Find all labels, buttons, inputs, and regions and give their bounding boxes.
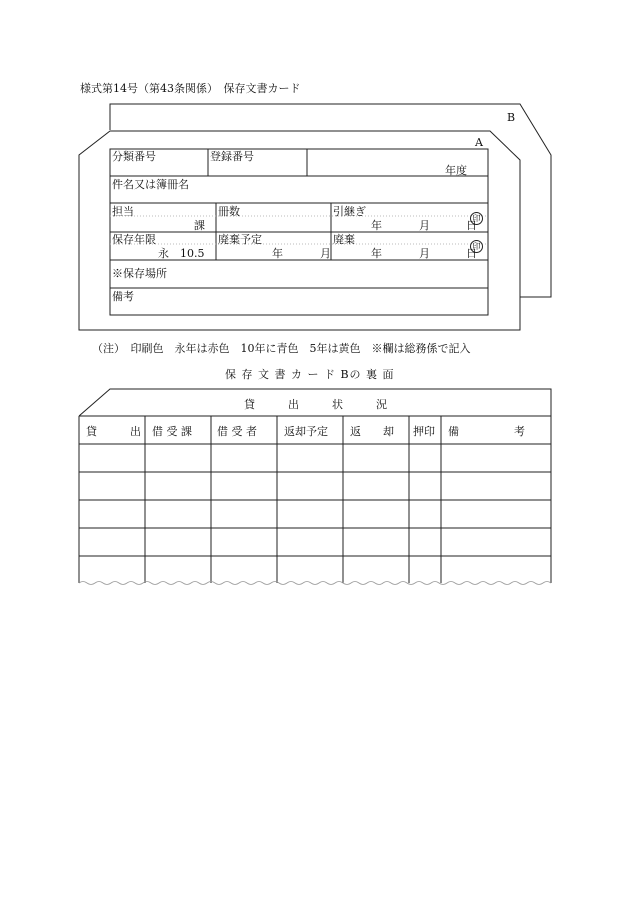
disposal-month: 月 [419, 247, 430, 260]
registration-number-label: 登録番号 [210, 150, 254, 163]
col-borrower: 借 受 者 [217, 425, 257, 438]
in-charge-label: 担当 [112, 205, 134, 218]
seal-mark: 印 [470, 206, 483, 225]
col-returned: 返 却 [350, 425, 394, 438]
transfer-year: 年 [371, 219, 382, 232]
lending-status-title: 貸 出 状 況 [244, 398, 387, 411]
remarks-label: 備考 [112, 290, 134, 303]
back-side-title: 保 存 文 書 カ ー ド Bの 裏 面 [225, 368, 395, 381]
volume-count-label: 冊数 [218, 205, 240, 218]
print-color-note: （注） 印刷色 永年は赤色 10年に青色 5年は黄色 ※欄は総務係で記入 [92, 342, 471, 355]
transfer-month: 月 [419, 219, 430, 232]
transfer-day: 日 [466, 219, 477, 232]
storage-location-label: ※保存場所 [112, 267, 167, 280]
retention-period-value: 永 10.5 [158, 247, 205, 260]
form-title: 様式第14号（第43条関係） 保存文書カード [80, 82, 301, 95]
section-label: 課 [194, 219, 205, 232]
col-lending: 貸 出 [86, 425, 141, 438]
subject-name-label: 件名又は簿冊名 [112, 178, 189, 191]
col-remarks: 備 考 [448, 425, 525, 438]
col-seal: 押印 [413, 425, 435, 438]
disposal-day: 日 [466, 247, 477, 260]
disposal-planned-label: 廃棄予定 [218, 233, 262, 246]
retention-period-label: 保存年限 [112, 233, 156, 246]
card-b-label: B [507, 111, 516, 124]
disposal-year: 年 [371, 247, 382, 260]
planned-year: 年 [272, 247, 283, 260]
col-borrowing-section: 借 受 課 [152, 425, 192, 438]
fiscal-year-label: 年度 [445, 164, 467, 177]
col-return-planned: 返却予定 [284, 425, 328, 438]
planned-month: 月 [320, 247, 331, 260]
seal-mark: 印 [470, 234, 483, 253]
classification-number-label: 分類番号 [112, 150, 156, 163]
card-a-label: A [475, 136, 483, 149]
disposal-label: 廃棄 [333, 233, 355, 246]
transfer-label: 引継ぎ [333, 205, 366, 218]
